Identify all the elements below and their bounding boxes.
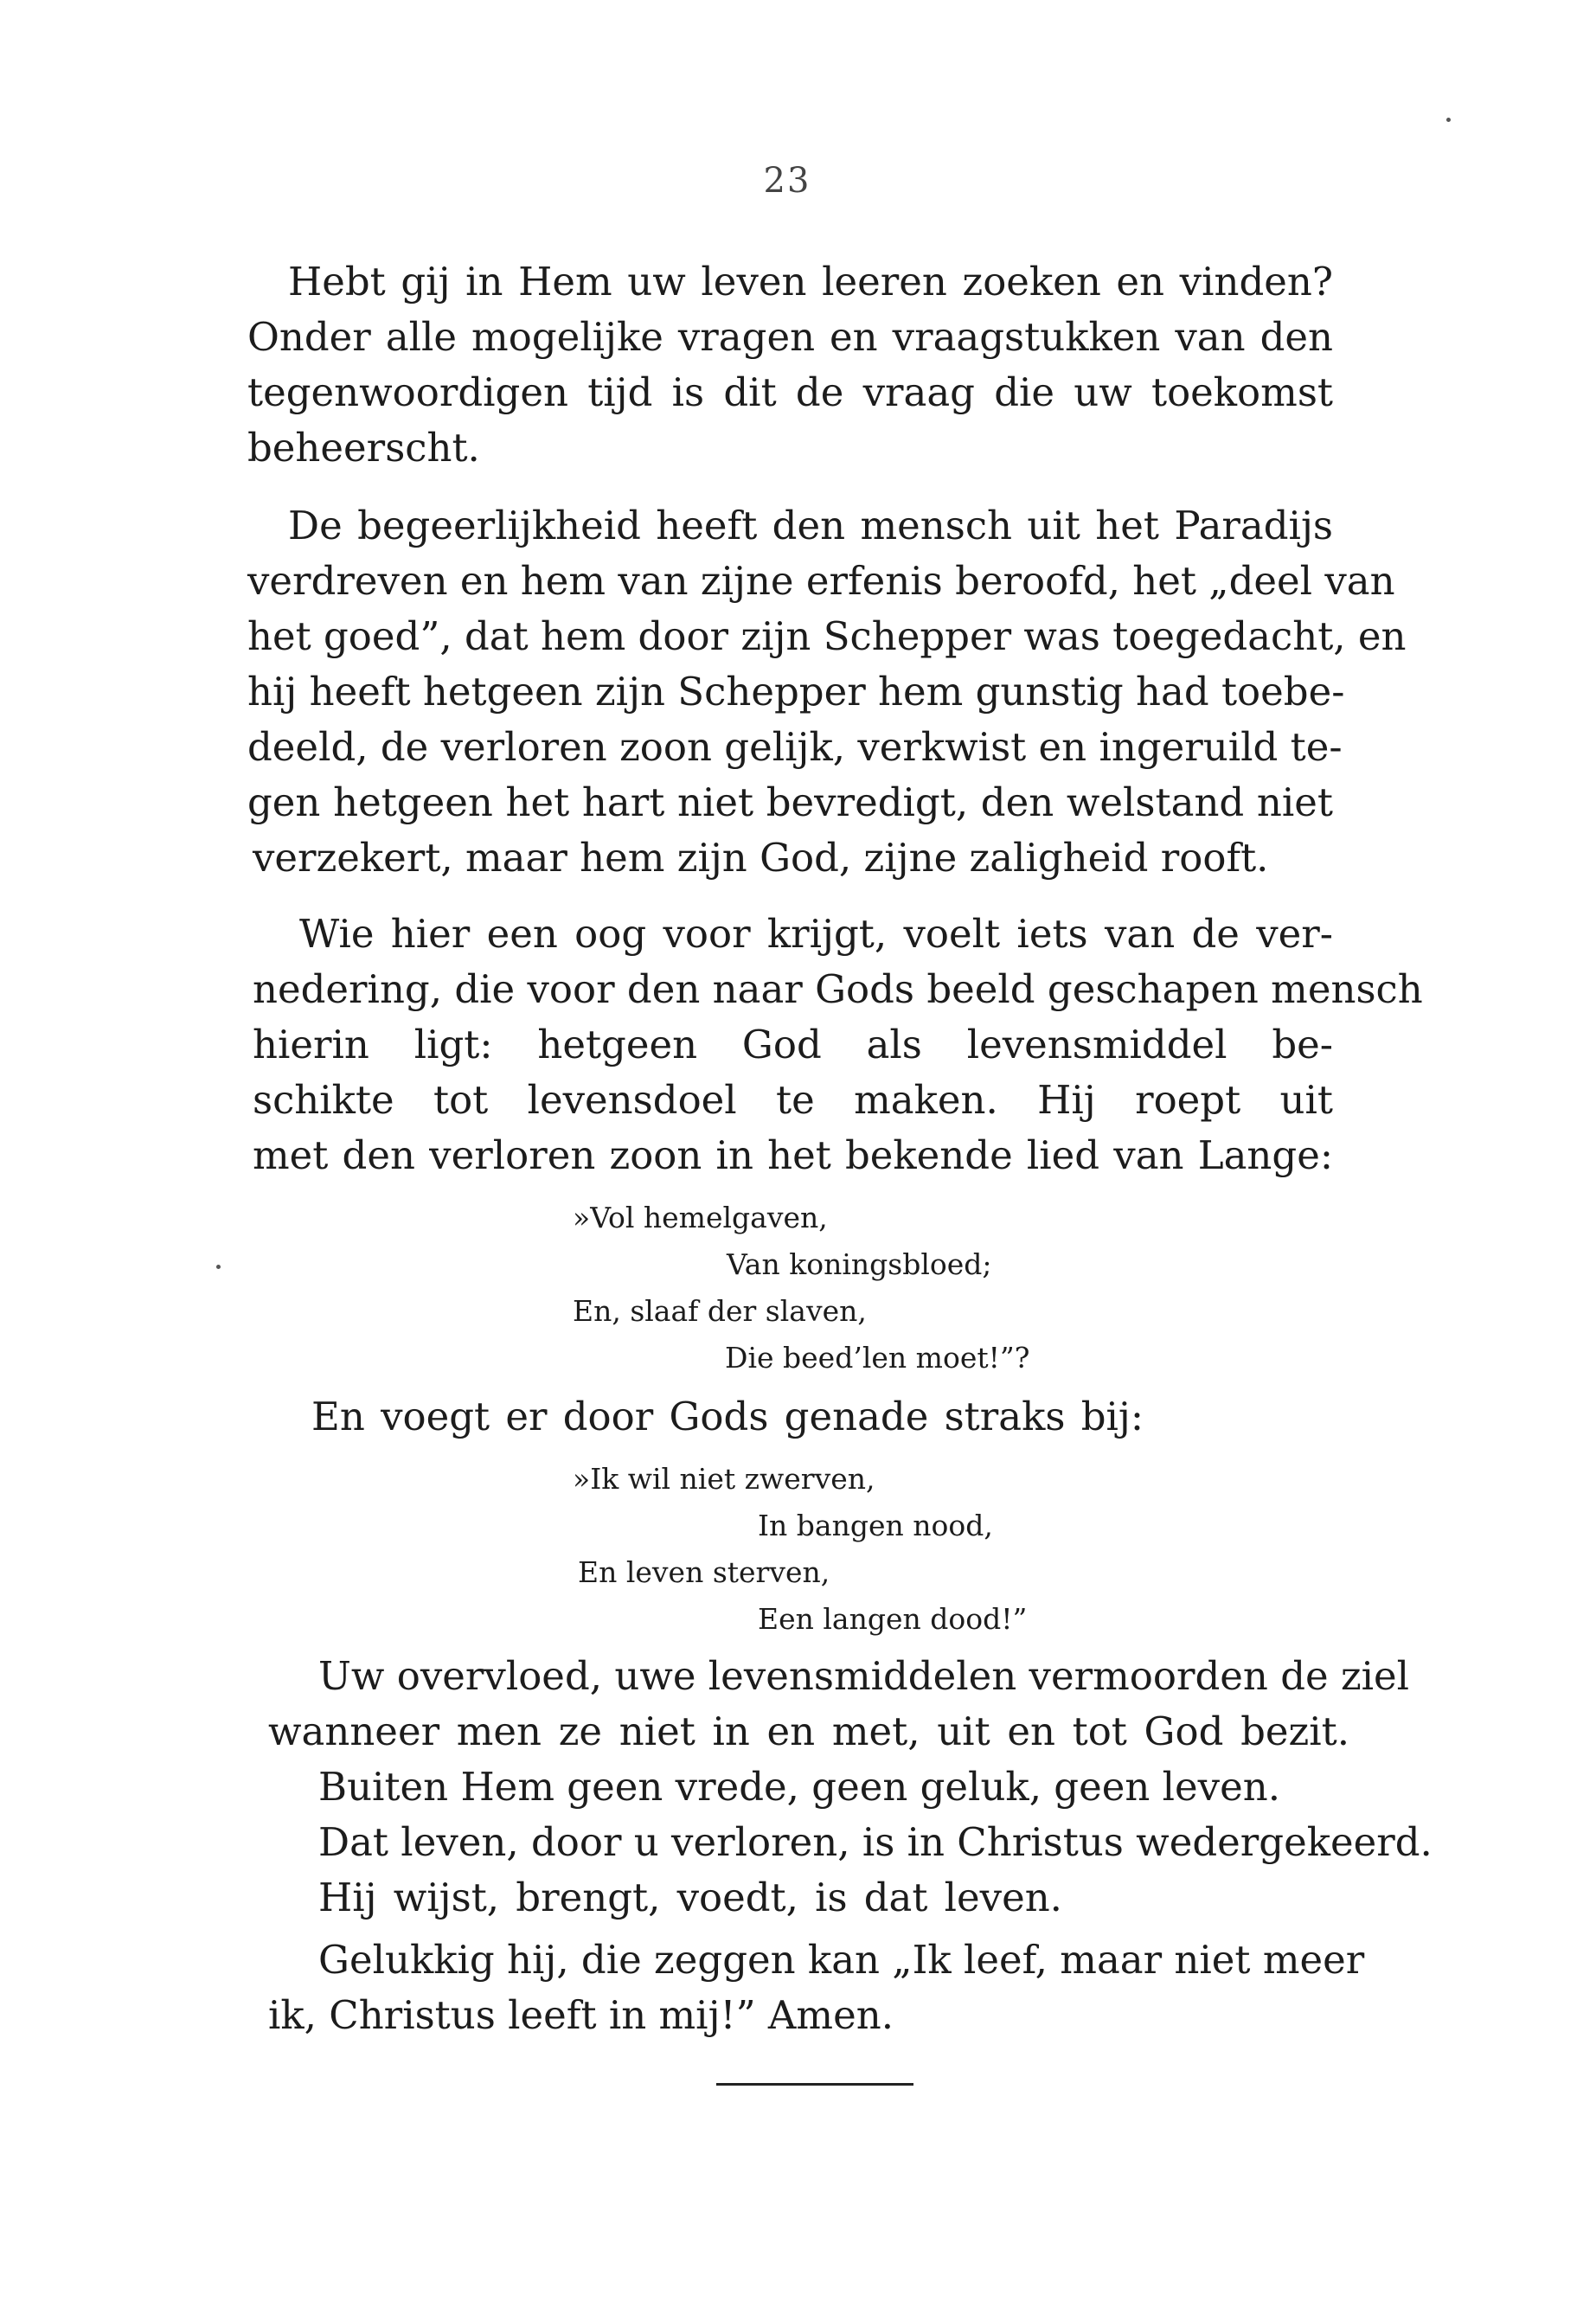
text-line: Dat leven, door u verloren, is in Christus wedergekeerd. — [318, 1819, 1433, 1865]
verse-line: Van koningsbloed; — [727, 1247, 992, 1281]
text-line: Wie hier een oog voor krijgt, voelt iets van de ver- — [299, 911, 1333, 957]
print-speck — [216, 1265, 221, 1269]
text-line: De begeerlijkheid heeft den mensch uit het Paradijs — [288, 503, 1333, 548]
text-line: schikte tot levensdoel te maken. Hij roept uit — [253, 1077, 1333, 1123]
text-line: Hebt gij in Hem uw leven leeren zoeken en vinden? — [288, 259, 1333, 304]
text-line: Hij wijst, brengt, voedt, is dat leven. — [318, 1875, 1062, 1920]
text-line: wanneer men ze niet in en met, uit en tot God bezit. — [268, 1708, 1349, 1754]
text-line: het goed”, dat hem door zijn Schepper was toegedacht, en — [247, 613, 1407, 659]
text-line: deeld, de verloren zoon gelijk, verkwist en ingeruild te- — [247, 724, 1343, 770]
text-line: hij heeft hetgeen zijn Schepper hem gunstig had toebe- — [247, 669, 1345, 715]
verse-line: Een langen dood!” — [758, 1602, 1028, 1636]
text-line: Gelukkig hij, die zeggen kan „Ik leef, maar niet meer — [318, 1937, 1365, 1983]
text-line: verdreven en hem van zijne erfenis beroofd, het „deel van — [247, 558, 1395, 604]
text-line: hierin ligt: hetgeen God als levensmiddel be- — [253, 1022, 1333, 1067]
text-line: En voegt er door Gods genade straks bij: — [311, 1394, 1144, 1439]
text-line: Buiten Hem geen vrede, geen geluk, geen leven. — [318, 1764, 1281, 1810]
page-number: 23 — [763, 161, 811, 201]
text-line: Uw overvloed, uwe levensmiddelen vermoorden de ziel — [318, 1653, 1410, 1699]
text-line: beheerscht. — [247, 425, 480, 471]
verse-line: »Ik wil niet zwerven, — [573, 1462, 875, 1496]
text-line: gen hetgeen het hart niet bevredigt, den welstand niet — [247, 779, 1333, 825]
verse-line: En leven sterven, — [578, 1555, 830, 1589]
text-line: verzekert, maar hem zijn God, zijne zaligheid rooft. — [253, 835, 1269, 881]
verse-line: Die beed’len moet!”? — [725, 1341, 1030, 1375]
verse-line: »Vol hemelgaven, — [573, 1201, 828, 1234]
text-line: Onder alle mogelijke vragen en vraagstukken van den — [247, 314, 1333, 360]
text-line: tegenwoordigen tijd is dit de vraag die uw toekomst — [247, 369, 1333, 415]
end-rule — [716, 2083, 913, 2086]
text-line: ik, Christus leeft in mij!” Amen. — [268, 1992, 894, 2038]
verse-line: En, slaaf der slaven, — [573, 1294, 867, 1328]
text-line: met den verloren zoon in het bekende lied van Lange: — [253, 1132, 1333, 1178]
text-line: nedering, die voor den naar Gods beeld geschapen mensch — [253, 966, 1423, 1012]
print-speck — [1446, 118, 1451, 122]
verse-line: In bangen nood, — [758, 1509, 993, 1542]
